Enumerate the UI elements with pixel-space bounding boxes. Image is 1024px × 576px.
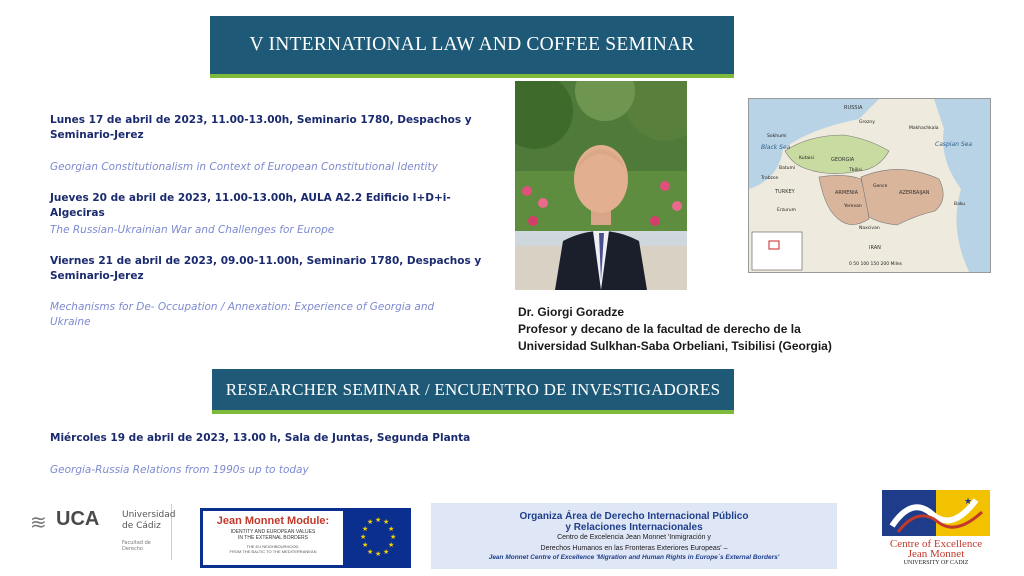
uca-logo (30, 504, 176, 560)
map-city-tbilisi: Tbilisi (849, 168, 862, 173)
svg-text:★: ★ (375, 516, 382, 524)
researcher-event-date: Miércoles 19 de abril de 2023, 13.00 h, Sala de Juntas, Segunda Planta (50, 432, 471, 444)
coe-line2: Jean Monnet (907, 548, 965, 560)
svg-text:★: ★ (383, 548, 390, 556)
uca-faculty: Facultad de Derecho (122, 540, 151, 552)
map-city-makhachkala: Makhachkala (909, 126, 939, 131)
org-line5: Jean Monnet Centre of Excellence 'Migration and Human Rights in Europe´s External Borders' (488, 554, 780, 561)
map-city-kutaisi: Kutaisi (799, 156, 814, 161)
event-1-title: Georgian Constitutionalism in Context of European Constitutional Identity (50, 161, 438, 173)
event-1-date: Lunes 17 de abril de 2023, 11.00-13.00h, Seminario 1780, Despachos y Seminario-Jerez (50, 114, 472, 141)
map-city-batumi: Batumi (779, 166, 796, 171)
uca-mark: UCA (56, 508, 100, 530)
svg-text:★: ★ (362, 525, 369, 533)
seminar-title-banner (210, 16, 734, 78)
map-city-sokhumi: Sokhumi (767, 134, 787, 139)
coe-emblem-icon (852, 486, 1020, 538)
jm-title: Jean Monnet Module: (216, 515, 330, 527)
svg-text:★: ★ (964, 497, 973, 507)
researcher-seminar-banner (212, 369, 734, 414)
map-label-russia: RUSSIA (844, 105, 863, 111)
uca-name-line2: de Cádiz (122, 521, 161, 531)
event-2-title: The Russian-Ukrainian War and Challenges for Europe (50, 224, 335, 236)
map-city-yerevan: Yerevan (844, 204, 862, 209)
map-label-azerbaijan: AZERBAIJAN (899, 190, 930, 196)
org-line2: y Relaciones Internacionales (565, 522, 703, 533)
jm-line2: IN THE EXTERNAL BORDERS (237, 535, 308, 541)
uca-name-line1: Universidad (122, 510, 176, 520)
map-city-baku: Baku (954, 202, 966, 207)
org-line3: Centro de Excelencia Jean Monnet 'Inmigración y (557, 534, 711, 541)
eu-flag-icon (348, 511, 408, 565)
svg-text:★: ★ (375, 550, 382, 558)
map-city-erzurum: Erzurum (777, 208, 796, 213)
coe-line1: Centre of Excellence (889, 538, 983, 550)
event-3-title: Mechanisms for De- Occupation / Annexation: Experience of Georgia and Ukraine (50, 301, 435, 328)
map-label-georgia: GEORGIA (831, 157, 855, 163)
svg-text:★: ★ (383, 518, 390, 526)
event-2-date: Jueves 20 de abril de 2023, 11.00-13.00h, AULA A2.2 Edificio I+D+i- Algeciras (50, 192, 451, 219)
svg-text:★: ★ (362, 541, 369, 549)
caucasus-map (748, 98, 991, 273)
map-label-caspian-sea: Caspian Sea (935, 141, 973, 148)
map-city-nakhchivan: Naxcivan (859, 226, 880, 231)
event-3-date: Viernes 21 de abril de 2023, 09.00-11.00h, Seminario 1780, Despachos y Seminario-Jerez (50, 255, 482, 282)
speaker-name: Dr. Giorgi Goradze (518, 305, 625, 319)
map-scale-bar: 0 50 100 150 200 Miles (849, 262, 903, 267)
svg-text:★: ★ (388, 525, 395, 533)
speaker-role-line2: Universidad Sulkhan-Saba Orbeliani, Tsibilisi (Georgia) (518, 339, 832, 353)
jm-line3: THE EU NEIGHBOURHOOD, (246, 544, 300, 549)
map-label-armenia: ARMENIA (835, 190, 859, 196)
svg-text:★: ★ (367, 518, 374, 526)
organizer-logo (431, 503, 837, 569)
researcher-seminar-title: RESEARCHER SEMINAR / ENCUENTRO DE INVESTIGADORES (225, 379, 721, 399)
coe-line3: UNIVERSITY OF CADIZ (903, 560, 969, 566)
jm-line4: FROM THE BALTIC TO THE MEDITERRANEAN (229, 549, 317, 554)
centre-of-excellence-logo (852, 486, 1020, 570)
map-label-turkey: TURKEY (775, 189, 795, 195)
seminar-title: V INTERNATIONAL LAW AND COFFEE SEMINAR (249, 34, 695, 55)
map-city-trabzon: Trabzon (761, 176, 779, 181)
map-label-black-sea: Black Sea (761, 144, 791, 151)
speaker-role-line1: Profesor y decano de la facultad de derecho de la (518, 322, 801, 336)
jean-monnet-module-logo (200, 508, 411, 568)
svg-text:★: ★ (388, 541, 395, 549)
svg-text:★: ★ (367, 548, 374, 556)
map-city-grozny: Grozny (859, 120, 875, 125)
speaker-photo (515, 81, 687, 290)
map-label-iran: IRAN (869, 245, 881, 251)
map-city-ganja: Gence (873, 184, 888, 189)
jm-line1: IDENTITY AND EUROPEAN VALUES (230, 529, 316, 535)
researcher-event-title: Georgia-Russia Relations from 1990s up to today (50, 464, 309, 476)
org-line4: Derechos Humanos en las Fronteras Exteriores Europeas' – (540, 545, 728, 552)
map-inset (752, 232, 802, 270)
svg-text:★: ★ (390, 533, 397, 541)
svg-text:★: ★ (360, 533, 367, 541)
uca-emblem-icon: ≋ (30, 510, 47, 534)
org-line1: Organiza Área de Derecho Internacional Público (519, 511, 749, 522)
